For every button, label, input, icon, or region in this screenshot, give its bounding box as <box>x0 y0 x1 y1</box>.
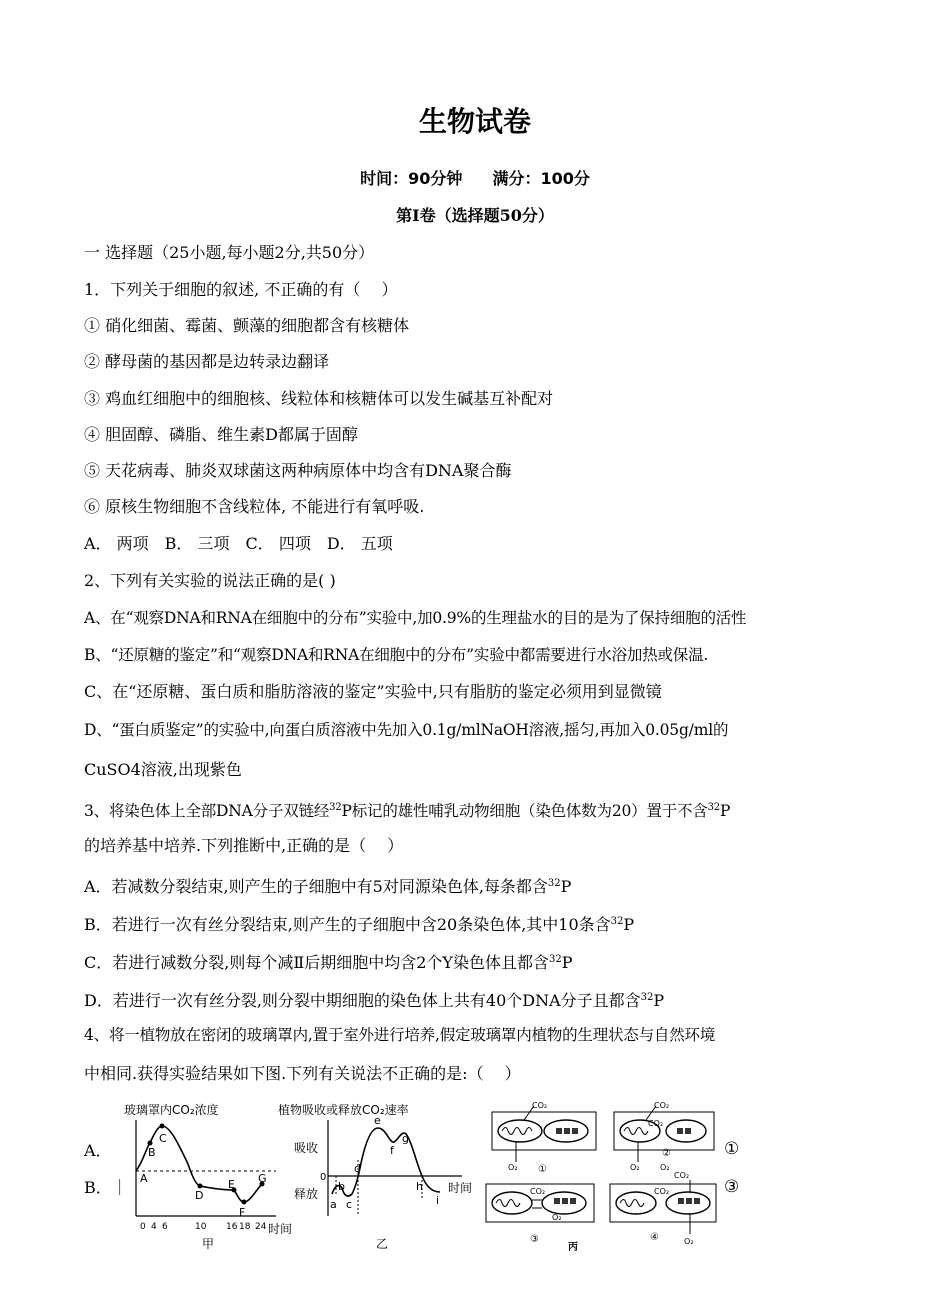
fig-jia-tick: 6 <box>162 1222 168 1232</box>
fig-jia-tick: 24 <box>255 1222 267 1232</box>
q4-stem-cont: 中相同.获得实验结果如下图.下列有关说法不正确的是:（ ） <box>84 1064 521 1083</box>
fig-bing-panel-4 <box>610 1171 716 1246</box>
fig-yi-curve <box>332 1128 440 1196</box>
q2-option-d-cont: CuSO4溶液,出现紫色 <box>84 760 242 779</box>
fig-jia-label: G <box>258 1172 267 1185</box>
figure-yi <box>276 1098 476 1258</box>
fig-yi-label: a <box>330 1198 337 1211</box>
fig-bing-co2: CO₂ <box>532 1101 548 1110</box>
fig-bing-panel-1 <box>492 1101 596 1175</box>
fig-jia-caption: 甲 <box>202 1237 215 1251</box>
q4-circle-1: ① <box>724 1139 740 1159</box>
thylakoid-icon <box>685 1128 691 1134</box>
q1-item: ③ 鸡血红细胞中的细胞核、线粒体和核糖体可以发生碱基互补配对 <box>84 389 554 408</box>
fig-bing-co2: CO₂ <box>674 1171 690 1180</box>
thylakoid-icon <box>556 1128 562 1134</box>
fig-yi-label: b <box>338 1180 345 1193</box>
q2-option-a: A、在“观察DNA和RNA在细胞中的分布”实验中,加0.9%的生理盐水的目的是为了保持细胞的活性 <box>84 609 747 627</box>
thylakoid-icon <box>572 1128 578 1134</box>
q4-option-a: A． <box>84 1141 112 1160</box>
thylakoid-icon <box>564 1128 570 1134</box>
fig-jia-label: A <box>140 1172 148 1185</box>
fig-bing-co2: CO₂ <box>648 1119 664 1128</box>
fig-bing-label: ① <box>538 1164 547 1175</box>
exam-score: 满分：100分 <box>492 169 590 188</box>
fig-bing-co2: CO₂ <box>530 1187 546 1196</box>
fig-bing-co2: CO₂ <box>654 1187 670 1196</box>
fig-jia-point <box>148 1141 153 1146</box>
exam-time: 时间：90分钟 <box>360 169 463 188</box>
fig-jia-tick: 4 <box>151 1222 157 1232</box>
fig-jia-tick: 18 <box>239 1222 251 1232</box>
fig-bing-cell-border <box>614 1112 714 1150</box>
fig-yi-absorb: 吸收 <box>294 1141 319 1155</box>
thylakoid-icon <box>562 1198 568 1204</box>
fig-jia-label: B <box>148 1146 156 1159</box>
q4-stem: 4、将一植物放在密闭的玻璃罩内,置于室外进行培养,假定玻璃罩内植物的生理状态与自然环境 <box>84 1026 716 1044</box>
fig-yi-caption: 乙 <box>376 1237 389 1251</box>
mitochondrion-cristae <box>502 1128 532 1135</box>
fig-jia-label: E <box>228 1178 235 1191</box>
section-title: 第Ⅰ卷（选择题50分） <box>396 206 554 225</box>
fig-yi-label: e <box>374 1114 381 1127</box>
fig-jia-xlabel: 时间 <box>268 1222 293 1236</box>
fig-bing-o2: O₂ <box>660 1163 670 1172</box>
fig-yi-label: h <box>416 1180 423 1193</box>
fig-bing-co2: CO₂ <box>654 1101 670 1110</box>
fig-jia-point <box>242 1200 247 1205</box>
q3-stem: 3、将染色体上全部DNA分子双链经$^{32}$P标记的雄性哺乳动物细胞（染色体数为20）置于不含$^{32}$P <box>84 802 731 820</box>
fig-yi-label: g <box>402 1132 409 1145</box>
mitochondrion-cristae <box>624 1128 648 1135</box>
q3-option-b: B．若进行一次有丝分裂结束,则产生的子细胞中含20条染色体,其中10条含$^{32}$P <box>84 915 635 934</box>
fig-jia-tick: 16 <box>226 1222 238 1232</box>
q1-item: ④ 胆固醇、磷脂、维生素D都属于固醇 <box>84 425 358 444</box>
fig-jia-tick: 10 <box>195 1222 207 1232</box>
fig-jia-point <box>198 1184 203 1189</box>
fig-bing-o2: O₂ <box>630 1163 640 1172</box>
fig-bing-caption: 丙 <box>568 1242 578 1253</box>
page-title: 生物试卷 <box>418 105 531 138</box>
fig-bing-o2: O₂ <box>552 1213 562 1222</box>
fig-bing-panel-2 <box>614 1101 714 1172</box>
mitochondrion-icon <box>616 1192 656 1214</box>
thylakoid-icon <box>554 1198 560 1204</box>
instructions: 一 选择题（25小题,每小题2分,共50分） <box>84 243 375 262</box>
q4-circle-3: ③ <box>724 1177 740 1197</box>
mitochondrion-icon <box>492 1192 532 1214</box>
fig-bing-label: ② <box>662 1148 671 1159</box>
q4-option-b: B．｜ <box>84 1178 128 1197</box>
thylakoid-icon <box>678 1198 684 1204</box>
q3-stem-cont: 的培养基中培养.下列推断中,正确的是（ ） <box>84 836 404 855</box>
q1-options: A． 两项 B． 三项 C． 四项 D． 五项 <box>84 534 393 553</box>
fig-jia-label: C <box>159 1132 167 1145</box>
q1-item: ② 酵母菌的基因都是边转录边翻译 <box>84 352 330 371</box>
mitochondrion-cristae <box>620 1200 644 1207</box>
fig-jia-tick: 0 <box>140 1222 146 1232</box>
q2-option-b: B、“还原糖的鉴定”和“观察DNA和RNA在细胞中的分布”实验中都需要进行水浴加热或保温. <box>84 646 709 664</box>
fig-yi-label: i <box>436 1194 440 1207</box>
q2-stem: 2、下列有关实验的说法正确的是( ) <box>84 571 336 590</box>
fig-bing-o2: O₂ <box>684 1237 694 1246</box>
fig-yi-label: c <box>346 1198 353 1211</box>
figure-bing <box>480 1098 720 1258</box>
fig-yi-xlabel: 时间 <box>448 1181 473 1195</box>
fig-bing-label: ③ <box>530 1234 539 1245</box>
fig-yi-label: d <box>354 1162 361 1175</box>
q1-item: ⑤ 天花病毒、肺炎双球菌这两种病原体中均含有DNA聚合酶 <box>84 461 512 480</box>
fig-yi-zero: 0 <box>320 1172 327 1183</box>
q3-option-c: C．若进行减数分裂,则每个减Ⅱ后期细胞中均含2个Y染色体且都含$^{32}$P <box>84 953 573 972</box>
q1-stem: 1．下列关于细胞的叙述, 不正确的有（ ） <box>84 280 398 299</box>
fig-yi-ylabel: 植物吸收或释放CO₂速率 <box>278 1103 409 1117</box>
exam-meta <box>0 166 950 189</box>
q2-option-d: D、“蛋白质鉴定”的实验中,向蛋白质溶液中先加入0.1g/mlNaOH溶液,摇匀,再加入0.05g/ml的 <box>84 721 729 739</box>
thylakoid-icon <box>677 1128 683 1134</box>
fig-yi-release: 释放 <box>294 1187 319 1201</box>
fig-bing-o2: O₂ <box>508 1163 518 1172</box>
q3-option-d: D．若进行一次有丝分裂,则分裂中期细胞的染色体上共有40个DNA分子且都含$^{32}$P <box>84 991 665 1010</box>
fig-jia-label: F <box>239 1206 246 1219</box>
fig-jia-ylabel: 玻璃罩内CO₂浓度 <box>124 1103 219 1117</box>
fig-jia-point <box>160 1124 165 1129</box>
mitochondrion-cristae <box>496 1200 520 1207</box>
q2-option-c: C、在“还原糖、蛋白质和脂肪溶液的鉴定”实验中,只有脂肪的鉴定必须用到显微镜 <box>84 682 662 701</box>
fig-yi-label: f <box>390 1144 394 1157</box>
thylakoid-icon <box>686 1198 692 1204</box>
thylakoid-icon <box>570 1198 576 1204</box>
fig-bing-label: ④ <box>650 1232 659 1243</box>
q1-item: ⑥ 原核生物细胞不含线粒体, 不能进行有氧呼吸. <box>84 497 425 516</box>
q3-option-a: A．若减数分裂结束,则产生的子细胞中有5对同源染色体,每条都含$^{32}$P <box>84 877 572 896</box>
fig-bing-panel-3 <box>486 1184 594 1245</box>
figure-jia <box>118 1098 298 1258</box>
fig-jia-label: D <box>195 1189 204 1202</box>
q1-item: ① 硝化细菌、霉菌、颤藻的细胞都含有核糖体 <box>84 316 410 335</box>
thylakoid-icon <box>694 1198 700 1204</box>
